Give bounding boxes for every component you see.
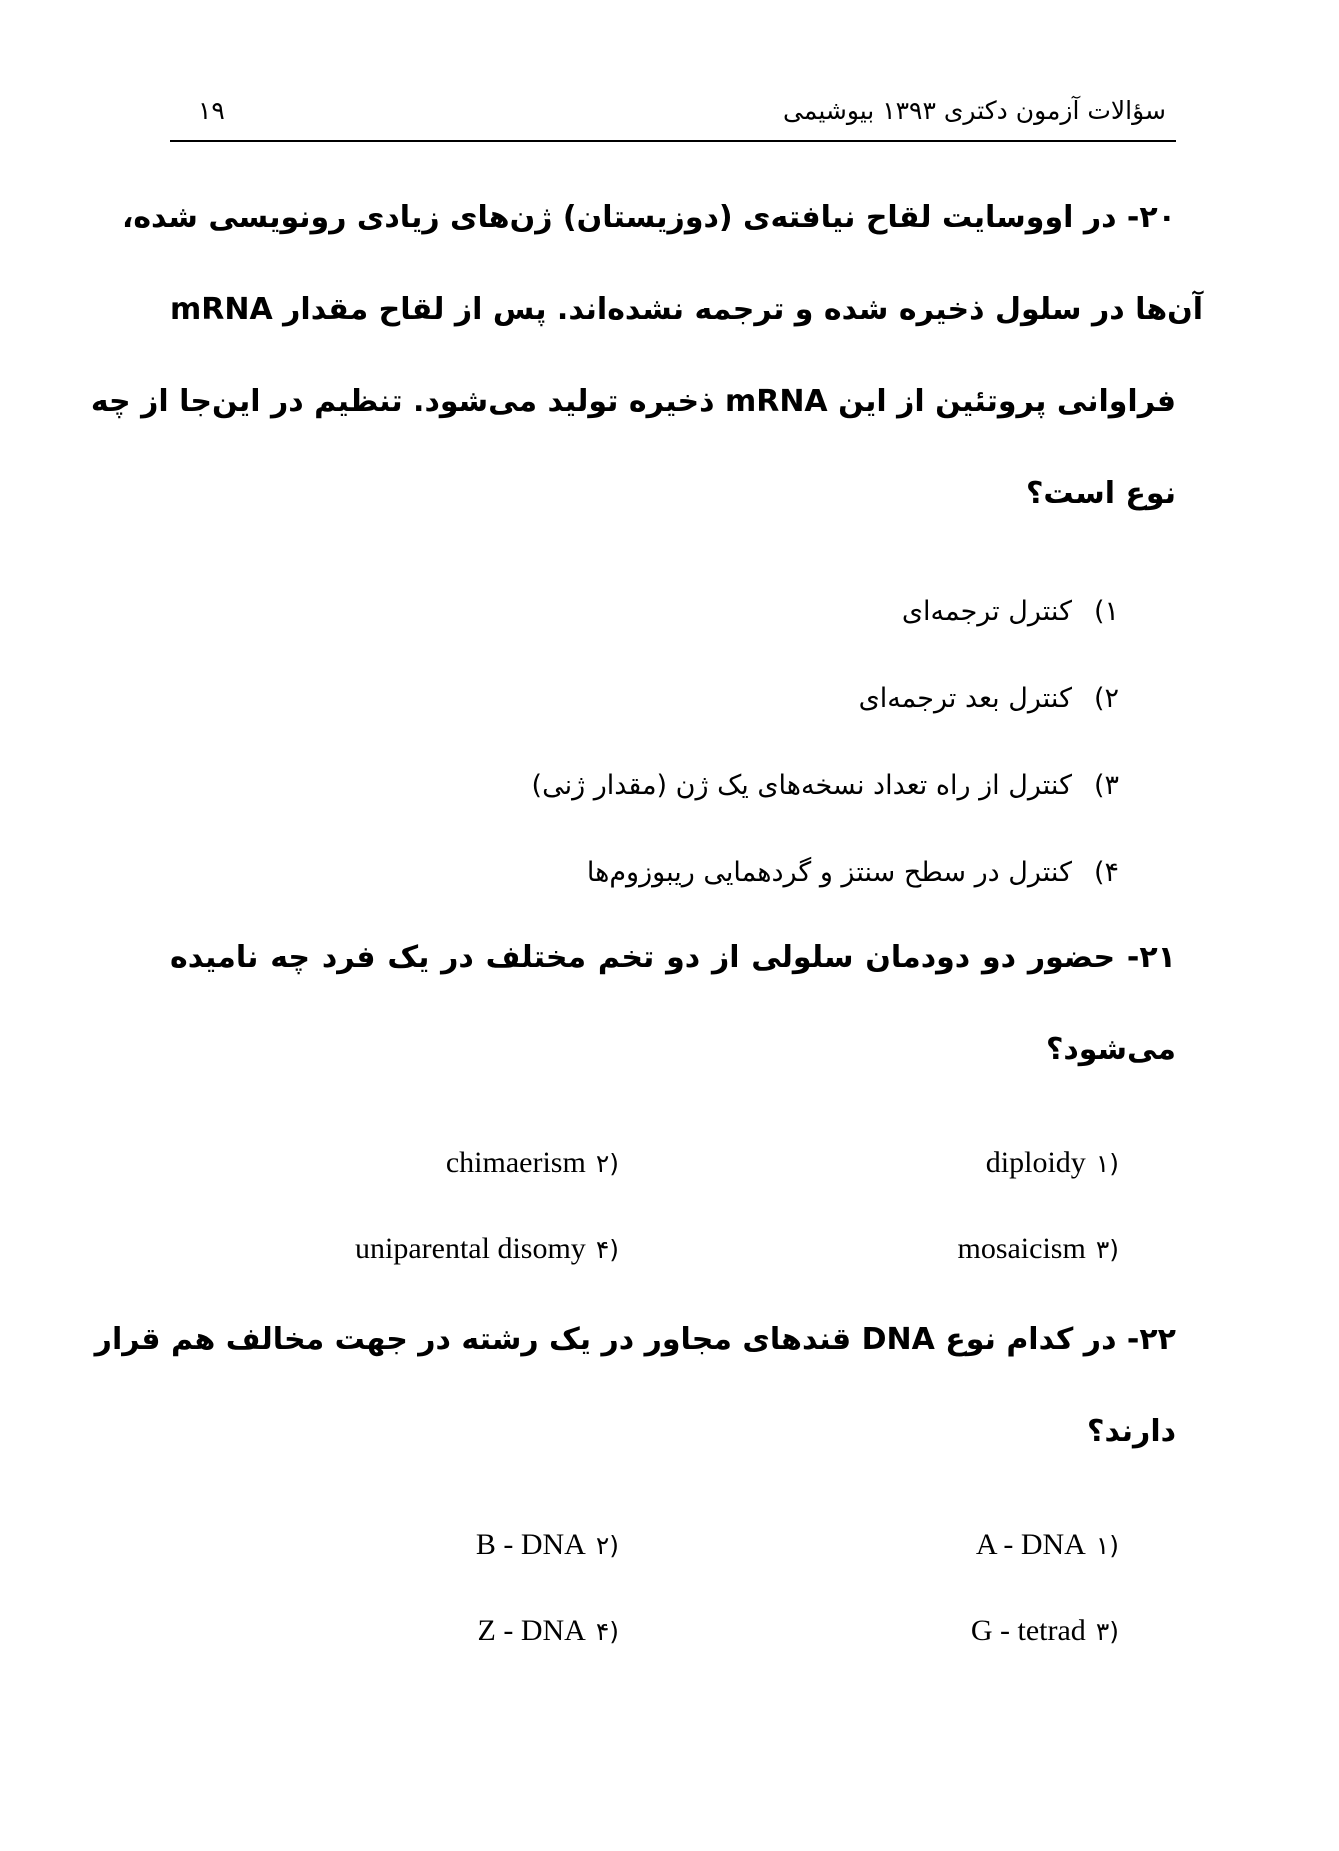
option-text: uniparental disomy [355,1232,586,1265]
option-text: کنترل بعد ترجمه‌ای [858,683,1072,714]
q21-option-3 [957,1232,1119,1266]
option-text: کنترل در سطح سنتز و گردهمایی ریبوزوم‌ها [586,857,1072,888]
option-text: G - tetrad [970,1614,1086,1647]
q21-option-2 [446,1146,619,1180]
q20-line-4: نوع است؟ [1026,476,1176,511]
option-text: chimaerism [445,1146,586,1179]
option-number: ۲) [1093,683,1119,714]
header-title: سؤالات آزمون دکتری ۱۳۹۳ بیوشیمی [783,96,1166,125]
q20-line-3: فراوانی پروتئین از این mRNA ذخیره تولید می‌شود. تنظیم در این‌جا از چه [90,384,1176,419]
option-number: ۴) [1093,857,1119,888]
q21-line-2: می‌شود؟ [1045,1032,1176,1067]
option-number: ۲) [595,1149,619,1178]
q22-option-2 [476,1528,619,1562]
option-number: ۳) [1095,1235,1119,1264]
q20-line-2: mRNA آن‌ها در سلول ذخیره شده و ترجمه نشده‌اند. پس از لقاح مقدار [170,292,1204,327]
option-number: ۱) [1093,596,1119,627]
option-number: ۳) [1093,770,1119,801]
option-number: ۳) [1095,1617,1119,1646]
q20-option-1 [902,596,1119,627]
page-header [170,92,1176,142]
option-text: diploidy [985,1146,1086,1179]
option-text: کنترل از راه تعداد نسخه‌های یک ژن (مقدار ژنی) [531,770,1072,801]
q20-line-1: ۲۰- در اووسایت لقاح نیافته‌ی (دوزیستان) ژن‌های زیادی رونویسی شده، [121,200,1176,235]
q22-line-2: دارند؟ [1087,1414,1176,1449]
q22-option-4 [478,1614,620,1648]
option-text: کنترل ترجمه‌ای [901,596,1072,627]
q21-option-4 [355,1232,619,1266]
option-text: mosaicism [957,1232,1086,1265]
q22-option-3 [971,1614,1119,1648]
q21-line-1: ۲۱- حضور دو دودمان سلولی از دو تخم مختلف در یک فرد چه نامیده [170,940,1176,975]
page-number: ۱۹ [198,96,225,125]
option-number: ۴) [595,1235,619,1264]
q22-line-1: ۲۲- در کدام نوع DNA قندهای مجاور در یک رشته در جهت مخالف هم قرار [94,1322,1176,1357]
option-number: ۲) [595,1531,619,1560]
q20-option-4 [587,857,1119,888]
option-text: A - DNA [975,1528,1086,1561]
option-number: ۴) [595,1617,619,1646]
q20-option-3 [532,770,1119,801]
option-text: Z - DNA [477,1614,586,1647]
q20-option-2 [859,683,1119,714]
option-number: ۱) [1095,1149,1119,1178]
q22-option-1 [976,1528,1119,1562]
option-text: B - DNA [475,1528,586,1561]
option-number: ۱) [1095,1531,1119,1560]
q21-option-1 [986,1146,1119,1180]
